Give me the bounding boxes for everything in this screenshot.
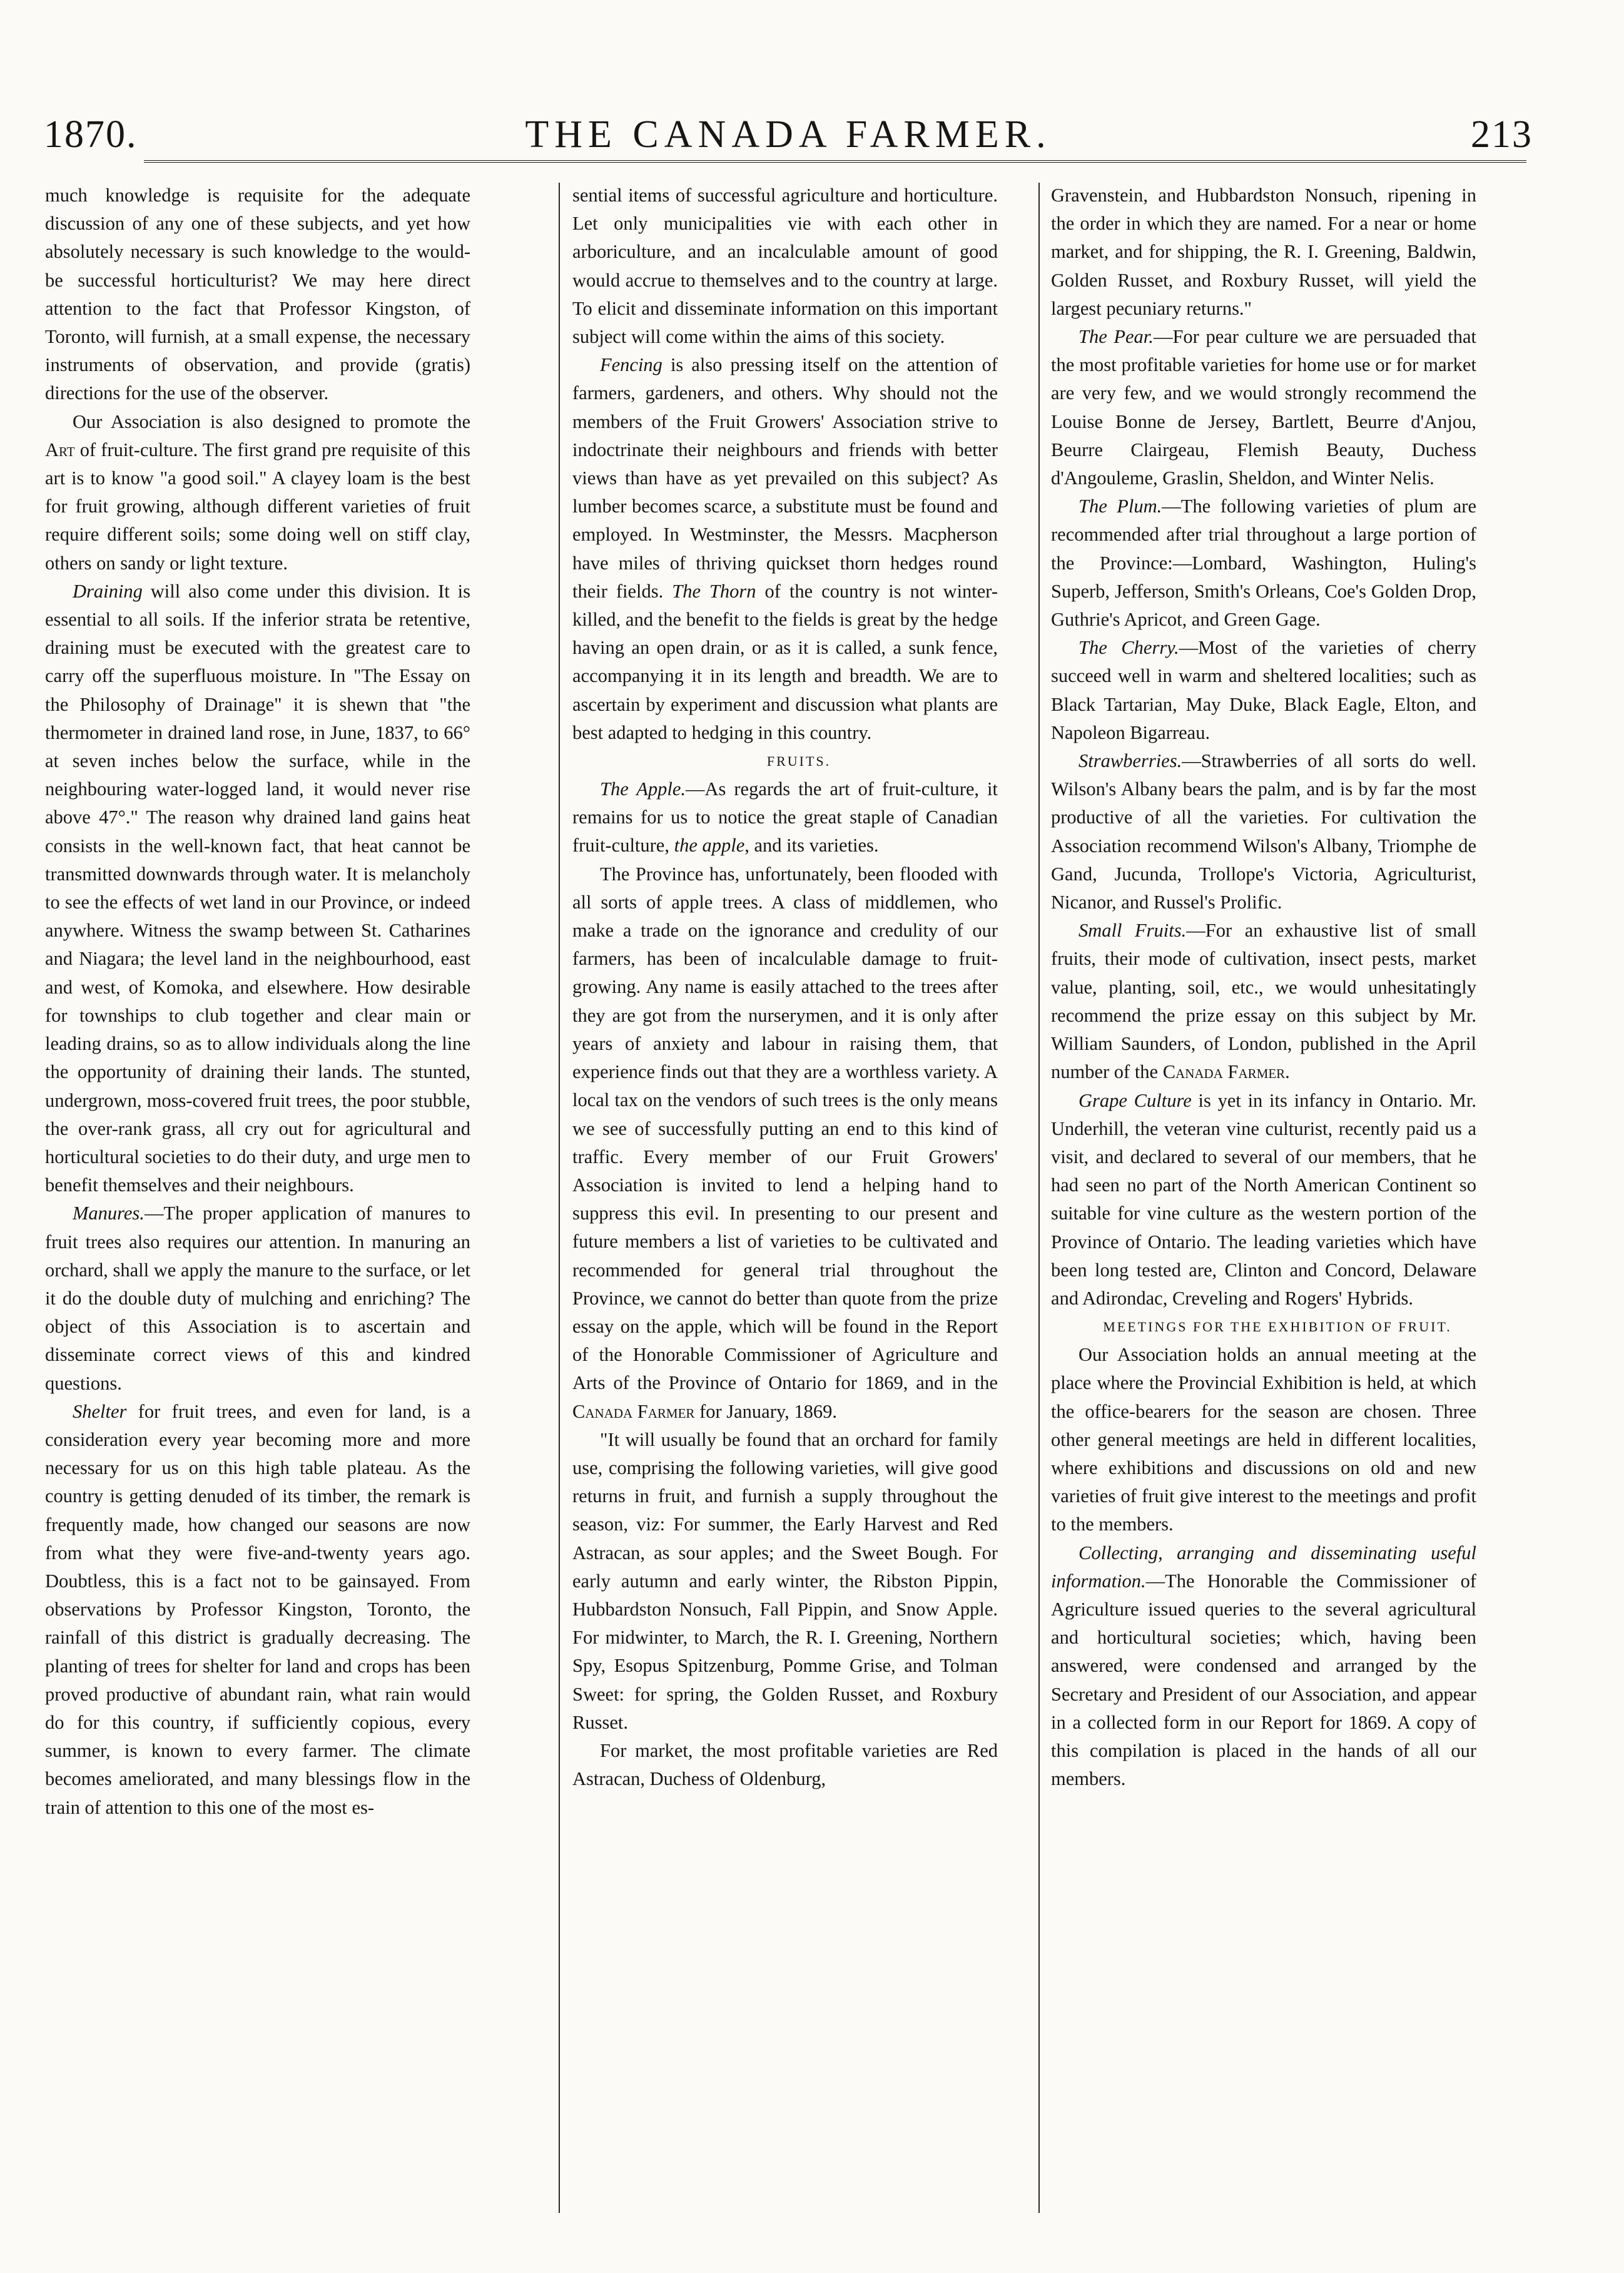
paragraph-fencing — [572, 351, 998, 747]
text-run: —Most of the varieties of cherry succeed well in warm and sheltered localities; such as Black Tartarian, May Duke, Black Eagle, Elton, and Napoleon Bigarreau. — [1051, 637, 1476, 743]
text-run: Our Association is also designed to promote the — [73, 410, 470, 432]
text-run: —For an exhaustive list of small fruits, their mode of cultivation, insect pests, market value, planting, soil, etc., we would unhesitatingly recommend the prize essay on this subject by Mr. William Saunders, of London, published in the April number of the — [1051, 920, 1476, 1083]
text-run: , and its varieties. — [744, 835, 879, 857]
text-run: for fruit trees, and even for land, is a consideration every year becoming more and more necessary for us on this high table plateau. As the country is getting denuded of its timber, the remark is frequently made, how changed our seasons are now from what they were five-and-twenty years ago. Doubtless, this is a fact not to be gainsayed. From observations by Professor Kingston, Toronto, the rainfall of this district is gradually decreasing. The planting of trees for shelter for land and crops has been proved productive of abundant rain, what rain would do for this country, if sufficiently copious, every summer, is known to every farmer. The climate becomes ameliorated, and many blessings flow in the train of attention to this one of the most es- — [45, 1400, 470, 1818]
text-run: Art — [45, 439, 75, 460]
text-run: Canada Farmer — [572, 1400, 695, 1422]
paragraph-art — [45, 408, 470, 577]
text-run: —As regards the art of fruit-culture, it remains for us to notice the great staple of Canadian fruit-culture, — [572, 778, 998, 857]
paragraph-gravenstein: Gravenstein, and Hubbardston Nonsuch, ripening in the order in which they are named. For a near or home market, and for shipping, the R. I. Greening, Baldwin, Golden Russet, and Roxbury Russet, will yield the largest pecuniary returns." — [1051, 185, 1476, 319]
masthead-year: 1870. — [44, 113, 138, 156]
column-1 — [45, 181, 470, 2246]
text-run: the apple — [674, 835, 745, 857]
paragraph-cherry — [1051, 634, 1476, 747]
paragraph-plum — [1051, 492, 1476, 634]
text-run: of the country is not winter-killed, and the benefit to the fields is great by the hedge having an open drain, or as it is called, a sunk fence, accompanying it in its length and breadth. We are to ascertain by experiment and discussion what plants are best adapted to hedging in this country. — [572, 580, 998, 743]
text-run: —The Honorable the Commissioner of Agriculture issued queries to the several agricultural and horticultural societies; which, having been answered, were condensed and arranged by the Secretary and President of our Association, and appear in a collected form in our Report for 1869. A copy of this compilation is placed in the hands of all our members. — [1051, 1570, 1476, 1790]
masthead-title: THE CANADA FARMER. — [525, 113, 1052, 156]
run-in-heading: Small Fruits. — [1078, 920, 1187, 942]
column-2 — [572, 181, 998, 2246]
paragraph-province — [572, 860, 998, 1426]
run-in-heading: Fencing — [600, 354, 662, 376]
paragraph-small-fruits — [1051, 917, 1476, 1086]
paragraph-strawberries — [1051, 747, 1476, 917]
run-in-heading: Collecting, arranging and disseminating useful information. — [1051, 1542, 1476, 1592]
paragraph-annual-meeting: Our Association holds an annual meeting at the place where the Provincial Exhibition is held, at which the office-bearers for the season are chosen. Three other general meetings are held in different localities, where exhibitions and discussions on old and new varieties of fruit give interest to the meetings and profit to the members. — [1051, 1344, 1476, 1535]
text-run: —For pear culture we are persuaded that the most profitable varieties for home use or for market are very few, and we would strongly recommend the Louise Bonne de Jersey, Bartlett, Beurre d'Anjou, Beurre Clairgeau, Flemish Beauty, Duchess d'Angouleme, Graslin, Sheldon, and Winter Nelis. — [1051, 326, 1476, 489]
text-run: The Thorn — [672, 580, 756, 602]
section-heading-fruits: FRUITS. — [766, 753, 831, 770]
paragraph-draining — [45, 577, 470, 1199]
paragraph-apple — [572, 775, 998, 860]
text-run: The Province has, unfortunately, been flooded with all sorts of apple trees. A class of middlemen, who make a trade on the ignorance and credulity of our farmers, has been of incalculable damage to fruit-growing. Any name is easily attached to the trees after they are got from the nurserymen, and it is only after years of anxiety and labour in raising them, that experience finds out that they are a worthless variety. A local tax on the vendors of such trees is the only means we see of successfully putting an end to this kind of traffic. Every member of our Fruit Growers' Association is invited to lend a helping hand to suppress this evil. In presenting to our present and future members a list of varieties to be cultivated and recommended for general trial throughout the Province, we cannot do better than quote from the prize essay on the apple, which will be found in the Report of the Honorable Commissioner of Agriculture and Arts of the Province of Ontario for 1869, and in the — [572, 863, 998, 1394]
text-run: —Strawberries of all sorts do well. Wilson's Albany bears the palm, and is by far the most productive of all the varieties. For cultivation the Association recommend Wilson's Albany, Triomphe de Gand, Jucunda, Trollope's Victoria, Agriculturist, Nicanor, and Russel's Prolific. — [1051, 750, 1476, 913]
paragraph-orchard-quote: "It will usually be found that an orchard for family use, comprising the following varieties, will give good returns in fruit, and furnish a supply throughout the season, viz: For summer, the Early Harvest and Red Astracan, as sour apples; and the Sweet Bough. For early autumn and early winter, the Ribston Pippin, Hubbardston Nonsuch, Fall Pippin, and Snow Apple. For midwinter, to March, the R. I. Greening, Northern Spy, Esopus Spitzenburg, Pomme Grise, and Tolman Sweet: for spring, the Golden Russet, and Roxbury Russet. — [572, 1428, 998, 1733]
paragraph-shelter — [45, 1398, 470, 1822]
paragraph-grape-culture — [1051, 1087, 1476, 1313]
column-divider — [1038, 183, 1040, 2213]
text-run: will also come under this division. It is essential to all soils. If the inferior strata be retentive, draining must be executed with the greatest care to carry off the superfluous moisture. In "The Essay on the Philosophy of Drainage" it is shewn that "the thermometer in drained land rose, in June, 1837, to 66° at seven inches below the surface, while in the neighbouring water-logged land, it would never rise above 47°." The reason why drained land gains heat consists in the well-known fact, that heat cannot be transmitted downwards through water. It is melancholy to see the effects of wet land in our Province, or indeed anywhere. Witness the swamp between St. Catharines and Niagara; the level land in the neighbourhood, east and west, of Komoka, and elsewhere. How desirable for townships to club together and clear main or leading drains, so as to allow individuals along the line the opportunity of draining their lands. The stunted, undergrown, moss-covered fruit trees, the poor stubble, the over-rank grass, all cry out for agricultural and horticultural societies to do their duty, and urge men to benefit themselves and their neighbours. — [45, 580, 470, 1196]
run-in-heading: Draining — [73, 580, 143, 602]
text-run: is also pressing itself on the attention of farmers, gardeners, and others. Why should not the members of the Fruit Growers' Association strive to indoctrinate their neighbours and friends with better views than have as yet prevailed on this subject? As lumber becomes scarce, a substitute must be found and employed. In Westminster, the Messrs. Macpherson have miles of thriving quickset thorn hedges round their fields. — [572, 354, 998, 602]
text-run: Canada Farmer — [1162, 1061, 1286, 1083]
page-number: 213 — [1471, 113, 1533, 156]
run-in-heading: The Cherry. — [1078, 637, 1179, 659]
run-in-heading: The Plum. — [1078, 496, 1162, 517]
run-in-heading: The Apple. — [600, 778, 686, 800]
paragraph-pear — [1051, 323, 1476, 492]
run-in-heading: The Pear. — [1078, 326, 1154, 348]
paragraph-arboriculture: sential items of successful agriculture and horticulture. Let only municipalities vie with each other in arboriculture, and an incalculable amount of good would accrue to themselves and to the country at large. To elicit and disseminate information on this important subject will come within the aims of this society. — [572, 185, 998, 348]
paragraph-collecting — [1051, 1539, 1476, 1794]
text-run: —The proper application of manures to fruit trees also requires our attention. In manuring an orchard, shall we apply the manure to the surface, or let it do the double duty of mulching and enriching? The object of this Association is to ascertain and disseminate correct views of this and kindred questions. — [45, 1203, 470, 1394]
masthead-rule — [144, 160, 1526, 163]
run-in-heading: Grape Culture — [1078, 1089, 1192, 1111]
run-in-heading: Shelter — [73, 1400, 127, 1422]
text-run: —The following varieties of plum are recommended after trial throughout a large portion of the Province:—Lombard, Washington, Huling's Superb, Jefferson, Smith's Orleans, Coe's Golden Drop, Guthrie's Apricot, and Green Gage. — [1051, 496, 1476, 631]
section-heading-meetings: MEETINGS FOR THE EXHIBITION OF FRUIT. — [1103, 1319, 1452, 1335]
masthead — [44, 109, 1533, 163]
run-in-heading: Strawberries. — [1078, 750, 1182, 772]
text-run: is yet in its infancy in Ontario. Mr. Underhill, the veteran vine culturist, recently paid us a visit, and declared to several of our members, that he had seen no part of the North American Continent so suitable for vine culture as the western portion of the Province of Ontario. The leading varieties which have been long tested are, Clinton and Concord, Delaware and Adirondac, Creveling and Rogers' Hybrids. — [1051, 1089, 1476, 1309]
column-3 — [1051, 181, 1476, 2246]
paragraph-manures — [45, 1199, 470, 1397]
paragraph-market: For market, the most profitable varieties are Red Astracan, Duchess of Oldenburg, — [572, 1739, 998, 1790]
run-in-heading: Manures. — [73, 1203, 145, 1224]
paragraph-knowledge: much knowledge is requisite for the adequate discussion of any one of these subjects, and yet how absolutely necessary is such knowledge to the would-be successful horticulturist? We may here direct attention to the fact that Professor Kingston, of Toronto, will furnish, at a small expense, the necessary instruments of observation, and provide (gratis) directions for the use of the observer. — [45, 185, 470, 404]
text-run: . — [1285, 1061, 1290, 1083]
text-run: for January, 1869. — [694, 1400, 838, 1422]
column-divider — [559, 183, 560, 2213]
text-run: of fruit-culture. The first grand pre requisite of this art is to know "a good soil." A clayey loam is the best for fruit growing, although different varieties of fruit require different soils; some doing well on stiff clay, others on sandy or light texture. — [45, 439, 470, 574]
